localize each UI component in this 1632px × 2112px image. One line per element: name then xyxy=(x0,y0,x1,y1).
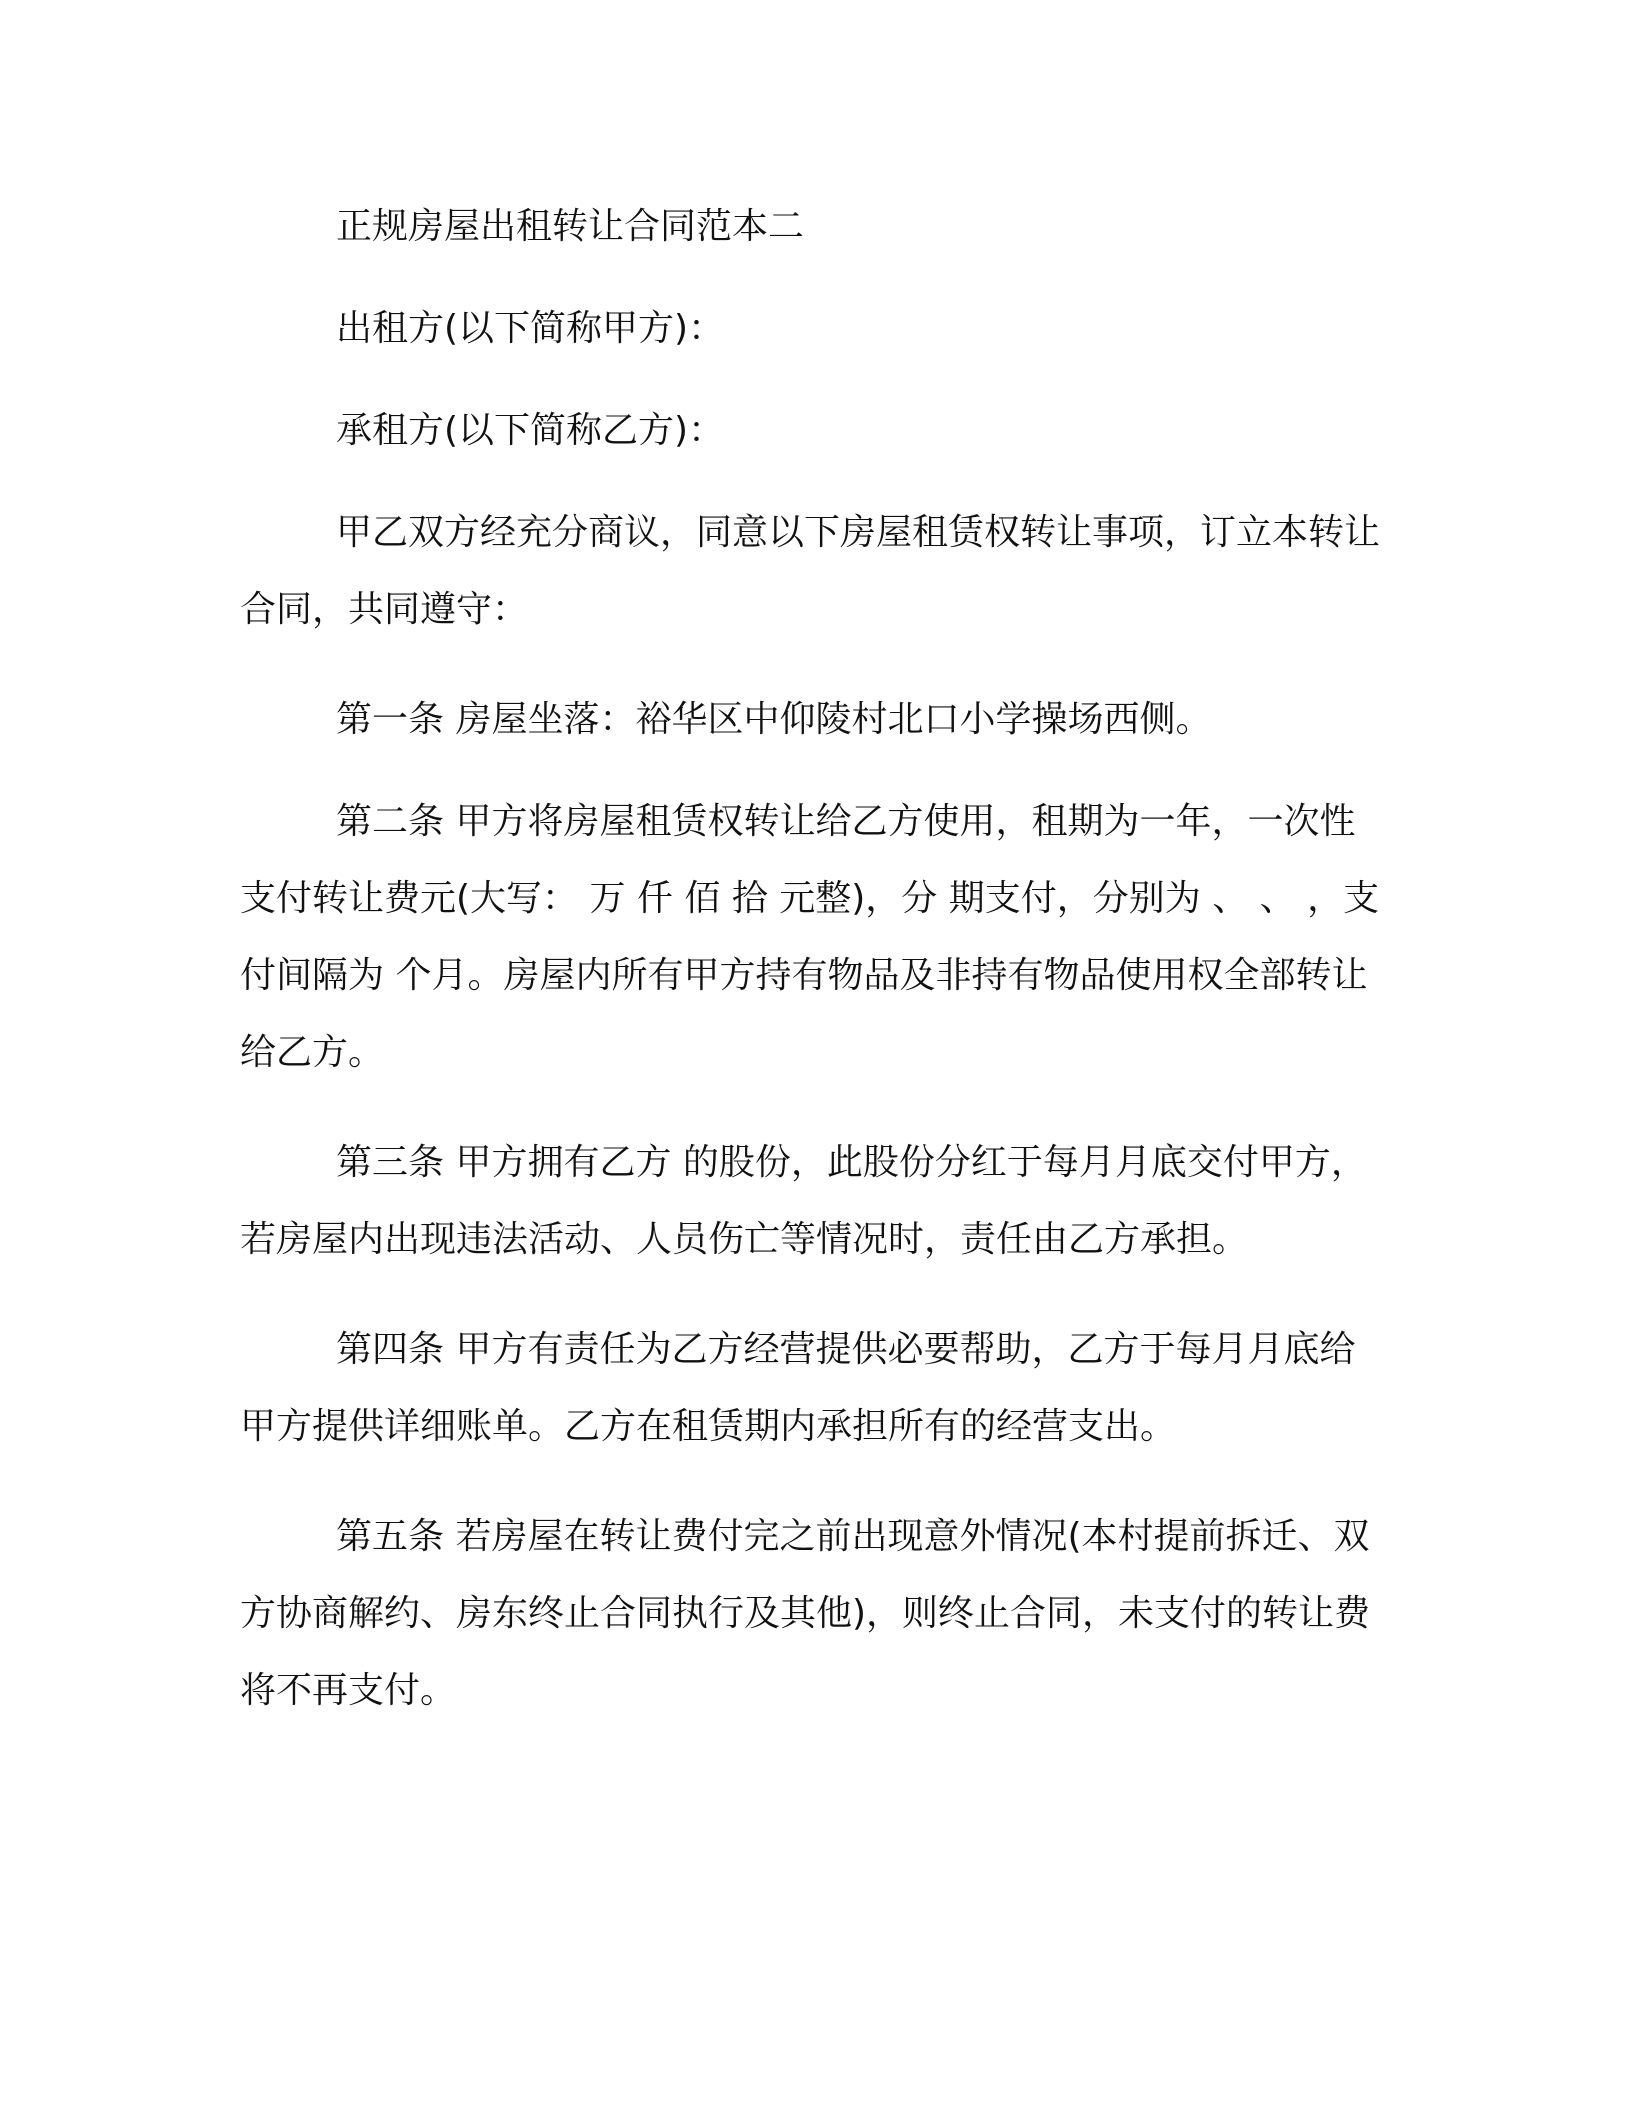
lessor-line: 出租方(以下简称甲方)： xyxy=(336,308,725,349)
article-2: 第二条 甲方将房屋租赁权转让给乙方使用，租期为一年，一次性支付转让费元(大写： 万 仟 佰 拾 元整)，分 期支付，分别为 、 、 ，支付间隔为 个月。房屋内所有甲方持有物品及非持有物品使用权全部转让给乙方。 xyxy=(240,801,1380,1073)
article-5: 第五条 若房屋在转让费付完之前出现意外情况(本村提前拆迁、双方协商解约、房东终止合同执行及其他)，则终止合同，未支付的转让费将不再支付。 xyxy=(240,1516,1371,1711)
article-1: 第一条 房屋坐落：裕华区中仰陵村北口小学操场西侧。 xyxy=(336,699,1212,740)
document-title: 正规房屋出租转让合同范本二 xyxy=(336,206,805,247)
lessee-line: 承租方(以下简称乙方)： xyxy=(336,410,725,451)
document-body xyxy=(240,188,1390,1729)
article-4: 第四条 甲方有责任为乙方经营提供必要帮助，乙方于每月月底给甲方提供详细账单。乙方在租赁期内承担所有的经营支出。 xyxy=(240,1329,1356,1447)
article-3: 第三条 甲方拥有乙方 的股份，此股份分红于每月月底交付甲方，若房屋内出现违法活动、人员伤亡等情况时，责任由乙方承担。 xyxy=(240,1142,1367,1260)
intro-paragraph: 甲乙双方经充分商议，同意以下房屋租赁权转让事项，订立本转让合同，共同遵守： xyxy=(240,512,1381,630)
